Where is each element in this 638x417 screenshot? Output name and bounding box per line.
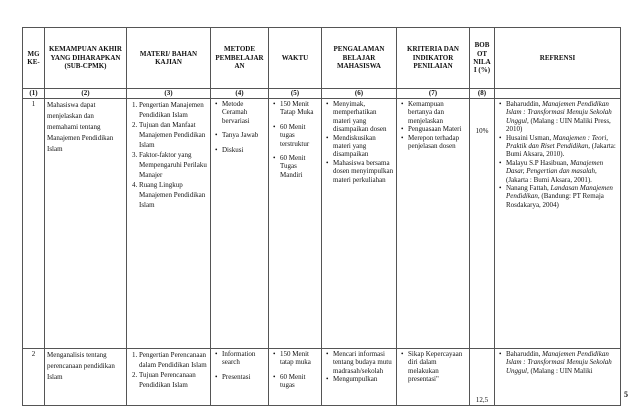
column-number: (5): [269, 89, 322, 99]
reference-item: • Baharuddin, Manajemen Pendidikan Islam : Transformasi Menuju Sekolah Unggul, (Malang : UIN Maliki Press, 2010): [506, 100, 618, 134]
header-metode: METODE PEMBELAJAR AN: [211, 28, 269, 89]
materi-cell: [127, 99, 211, 349]
reference-item: • Nanang Fattah, Landasan Manajemen Pendidikan, (Bandung: PT Remaja Rosdakarya, 2004): [506, 184, 618, 209]
header-pengalaman: PENGALAMAN BELAJAR MAHASISWA: [322, 28, 397, 89]
list-item: • Kemampuan bertanya dan menjelaskan: [408, 100, 467, 125]
metode-cell: [211, 99, 269, 349]
header-waktu: WAKTU: [269, 28, 322, 89]
list-item: • Mencari informasi tentang budaya mutu madrasah/sekolah: [333, 350, 394, 375]
materi-cell: [127, 349, 211, 406]
pengalaman-cell: [322, 99, 397, 349]
column-number: (7): [397, 89, 470, 99]
page-number: 5: [624, 390, 628, 399]
pengalaman-cell: [322, 349, 397, 406]
reference-item: • Malayu S.P Hasibuan, Manajemen Dasar, Pengertian dan masalah, (Jakarta : Bumi Aksara, 2001).: [506, 159, 618, 184]
header-bobot: BOB OT NILA I (%): [470, 28, 495, 89]
list-item: • 60 Menit Tugas Mandiri: [280, 154, 319, 179]
refrensi-cell: [495, 99, 621, 349]
header-row: [23, 28, 621, 89]
table-row: [23, 349, 621, 406]
rps-table: [22, 27, 621, 406]
list-item: • Mahasiswa bersama dosen menyimpulkan materi perkuliahan: [333, 159, 394, 184]
column-number: (6): [322, 89, 397, 99]
reference-item: • Husaini Usman, Manajemen : Teori, Praktik dan Riset Pendidikan, (Jakarta: Bumi Aksara, 2010).: [506, 134, 618, 159]
list-item: • 150 Menit tatap muka: [280, 350, 319, 367]
list-item: 1. Pengertian Manajemen Pendidikan Islam: [139, 100, 208, 120]
list-item: • 150 Menit Tatap Muka: [280, 100, 319, 117]
kriteria-cell: [397, 349, 470, 406]
list-item: • Mendiskusikan materi yang disampaikan: [333, 134, 394, 159]
list-item: • 60 Menit tugas terstruktur: [280, 123, 319, 148]
bobot-value: 10%: [475, 127, 489, 135]
header-kriteria: KRITERIA DAN INDIKATOR PENILAIAN: [397, 28, 470, 89]
kemampuan-cell: Mahasiswa dapat menjelaskan dan memahami tentang Manajemen Pendidikan Islam: [45, 99, 127, 349]
list-item: • Presentasi: [222, 373, 266, 381]
list-item: 2. Tujuan Perencanaan Pendidikan Islam: [139, 370, 208, 390]
column-number: (3): [127, 89, 211, 99]
waktu-cell: [269, 99, 322, 349]
list-item: • Merepon terhadap penjelasan dosen: [408, 134, 467, 151]
list-item: • Information search: [222, 350, 266, 367]
header-kemampuan: KEMAMPUAN AKHIR YANG DIHARAPKAN (SUB-CPMK): [45, 28, 127, 89]
mg-cell: 2: [23, 349, 45, 406]
column-number: (4): [211, 89, 269, 99]
header-refrensi: REFRENSI: [495, 28, 621, 89]
metode-cell: [211, 349, 269, 406]
kemampuan-cell: Menganalisis tentang perencanaan pendidikan Islam: [45, 349, 127, 406]
reference-item: • Baharuddin, Manajemen Pendidikan Islam : Transformasi Menuju Sekolah Unggul, (Malang : UIN Maliki: [506, 350, 618, 375]
list-item: • Sikap Kepercayaan diri dalam melakukan presentasi": [408, 350, 467, 384]
list-item: 2. Tujuan dan Manfaat Manajemen Pendidikan Islam: [139, 120, 208, 150]
list-item: 1. Pengertian Perencanaan dalam Pendidikan Islam: [139, 350, 208, 370]
refrensi-cell: [495, 349, 621, 406]
header-mg: MG KE-: [23, 28, 45, 89]
mg-cell: 1: [23, 99, 45, 349]
list-item: • Mengumpulkan: [333, 375, 394, 383]
list-item: • Menyimak, memperhatikan materi yang disampaikan dosen: [333, 100, 394, 134]
column-number-row: [23, 89, 621, 99]
column-number: (2): [45, 89, 127, 99]
list-item: • Metode Ceramah bervariasi: [222, 100, 266, 125]
kriteria-cell: [397, 99, 470, 349]
list-item: • Tanya Jawab: [222, 131, 266, 139]
list-item: 4. Ruang Lingkup Manajemen Pendidikan Islam: [139, 180, 208, 210]
list-item: 3. Faktor-faktor yang Mempengaruhi Perilaku Manajer: [139, 150, 208, 180]
bobot-cell: [470, 349, 495, 406]
list-item: • 60 Menit tugas: [280, 373, 319, 390]
column-number: (1): [23, 89, 45, 99]
bobot-value: 12,5: [475, 395, 489, 404]
table-row: [23, 99, 621, 349]
column-number: [495, 89, 621, 99]
header-materi: MATERI/ BAHAN KAJIAN: [127, 28, 211, 89]
waktu-cell: [269, 349, 322, 406]
list-item: • Diskusi: [222, 146, 266, 154]
list-item: • Penguasaan Materi: [408, 125, 467, 133]
column-number: (8): [470, 89, 495, 99]
bobot-cell: [470, 99, 495, 349]
